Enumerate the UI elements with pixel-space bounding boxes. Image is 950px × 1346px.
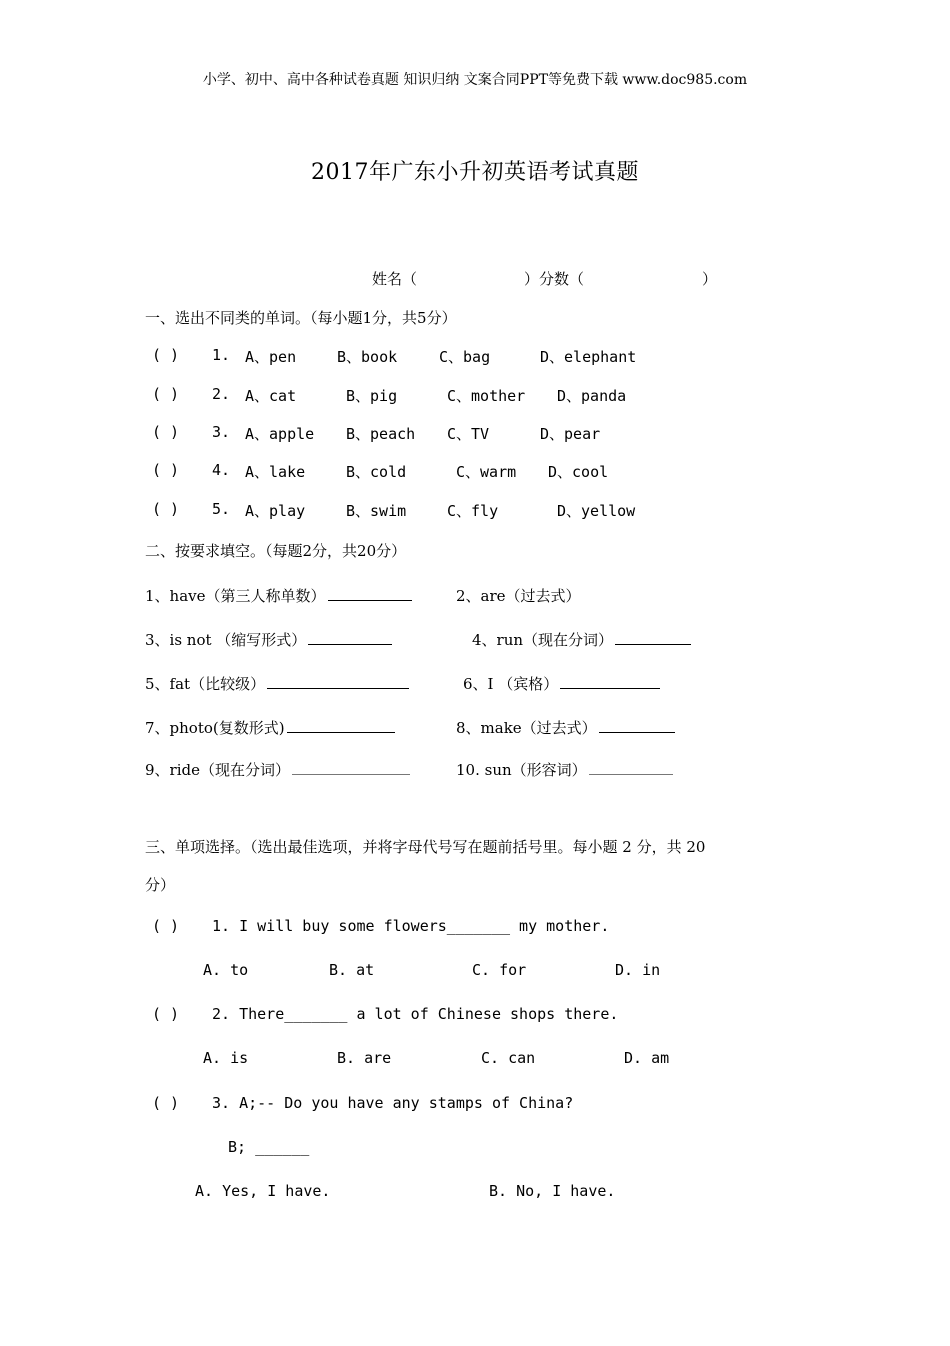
option-c: C. for: [472, 961, 527, 979]
item-number: 1.: [212, 346, 231, 364]
option-b: B、peach: [346, 425, 416, 443]
option-c: C、warm: [456, 463, 517, 481]
answer-paren: ( ): [152, 461, 180, 479]
item-number: 2.: [212, 385, 231, 403]
option-d: D. am: [624, 1049, 670, 1067]
score-close: ）: [702, 270, 718, 288]
item-number: 5.: [212, 500, 231, 518]
option-a: A. Yes, I have.: [195, 1182, 331, 1200]
question-text: 3. A;-- Do you have any stamps of China?: [212, 1094, 574, 1112]
option-d: D、elephant: [540, 348, 637, 366]
option-b: B. No, I have.: [489, 1182, 616, 1200]
option-b: B、pig: [346, 387, 398, 405]
reply-text: B; ______: [228, 1138, 310, 1156]
option-b: B、book: [337, 348, 398, 366]
option-b: B. at: [329, 961, 375, 979]
answer-blank[interactable]: [267, 687, 409, 689]
section3-heading: 三、单项选择。（选出最佳选项，并将字母代号写在题前括号里。每小题 2 分，共 20: [145, 838, 706, 856]
answer-paren: ( ): [152, 423, 180, 441]
option-b: B、cold: [346, 463, 407, 481]
fill-item: [145, 673, 409, 694]
fill-item: [463, 673, 660, 694]
answer-paren: ( ): [152, 1005, 180, 1023]
option-d: D、cool: [548, 463, 609, 481]
answer-blank[interactable]: [560, 687, 660, 689]
option-a: A. to: [203, 961, 249, 979]
answer-paren: ( ): [152, 346, 180, 364]
page-header: 小学、初中、高中各种试卷真题 知识归纳 文案合同PPT等免费下载 www.doc985.com: [202, 72, 748, 88]
option-a: A. is: [203, 1049, 249, 1067]
option-a: A、apple: [245, 425, 315, 443]
option-d: D、panda: [557, 387, 627, 405]
fill-item: [472, 629, 691, 650]
option-a: A、cat: [245, 387, 297, 405]
answer-blank[interactable]: [328, 599, 412, 601]
option-d: D. in: [615, 961, 661, 979]
fill-item: [456, 717, 675, 738]
answer-paren: ( ): [152, 917, 180, 935]
fill-item: [145, 585, 412, 606]
option-c: C、TV: [447, 425, 490, 443]
name-label: 姓名（: [372, 270, 418, 288]
option-a: A、lake: [245, 463, 306, 481]
option-c: C. can: [481, 1049, 536, 1067]
answer-blank[interactable]: [615, 643, 691, 645]
fill-prompt: 7、photo(复数形式): [145, 719, 285, 737]
option-a: A、pen: [245, 348, 297, 366]
option-b: B. are: [337, 1049, 392, 1067]
fill-prompt: 4、run（现在分词）: [472, 631, 614, 649]
fill-item: [145, 717, 395, 738]
section1-heading: 一、选出不同类的单词。（每小题1分，共5分）: [145, 309, 457, 327]
section3-heading-cont: 分）: [145, 876, 176, 894]
option-c: C、bag: [439, 348, 491, 366]
answer-blank[interactable]: [308, 643, 392, 645]
question-text: 1. I will buy some flowers_______ my mother.: [212, 917, 610, 935]
fill-prompt: 1、have（第三人称单数）: [145, 587, 326, 605]
fill-item: [145, 759, 410, 780]
option-a: A、play: [245, 502, 306, 520]
option-c: C、fly: [447, 502, 499, 520]
fill-item: [456, 585, 581, 606]
fill-prompt: 9、ride（现在分词）: [145, 761, 290, 779]
fill-prompt: 3、is not （缩写形式）: [145, 631, 307, 649]
answer-paren: ( ): [152, 1094, 180, 1112]
fill-prompt: 10. sun（形容词）: [456, 761, 587, 779]
answer-blank[interactable]: [287, 731, 395, 733]
fill-prompt: 5、fat（比较级）: [145, 675, 266, 693]
page-title: 2017年广东小升初英语考试真题: [311, 160, 639, 185]
option-d: D、pear: [540, 425, 601, 443]
section2-heading: 二、按要求填空。（每题2分，共20分）: [145, 542, 407, 560]
item-number: 4.: [212, 461, 231, 479]
option-d: D、yellow: [557, 502, 636, 520]
answer-paren: ( ): [152, 385, 180, 403]
fill-item: [456, 759, 673, 780]
answer-blank[interactable]: [589, 773, 673, 775]
option-b: B、swim: [346, 502, 407, 520]
fill-item: [145, 629, 392, 650]
fill-prompt: 6、I （宾格）: [463, 675, 559, 693]
answer-blank[interactable]: [599, 731, 675, 733]
item-number: 3.: [212, 423, 231, 441]
fill-prompt: 8、make（过去式）: [456, 719, 597, 737]
answer-paren: ( ): [152, 500, 180, 518]
score-label: ）分数（: [524, 270, 585, 288]
option-c: C、mother: [447, 387, 526, 405]
question-text: 2. There_______ a lot of Chinese shops there.: [212, 1005, 619, 1023]
answer-blank[interactable]: [292, 773, 410, 775]
fill-prompt: 2、are（过去式）: [456, 587, 581, 605]
